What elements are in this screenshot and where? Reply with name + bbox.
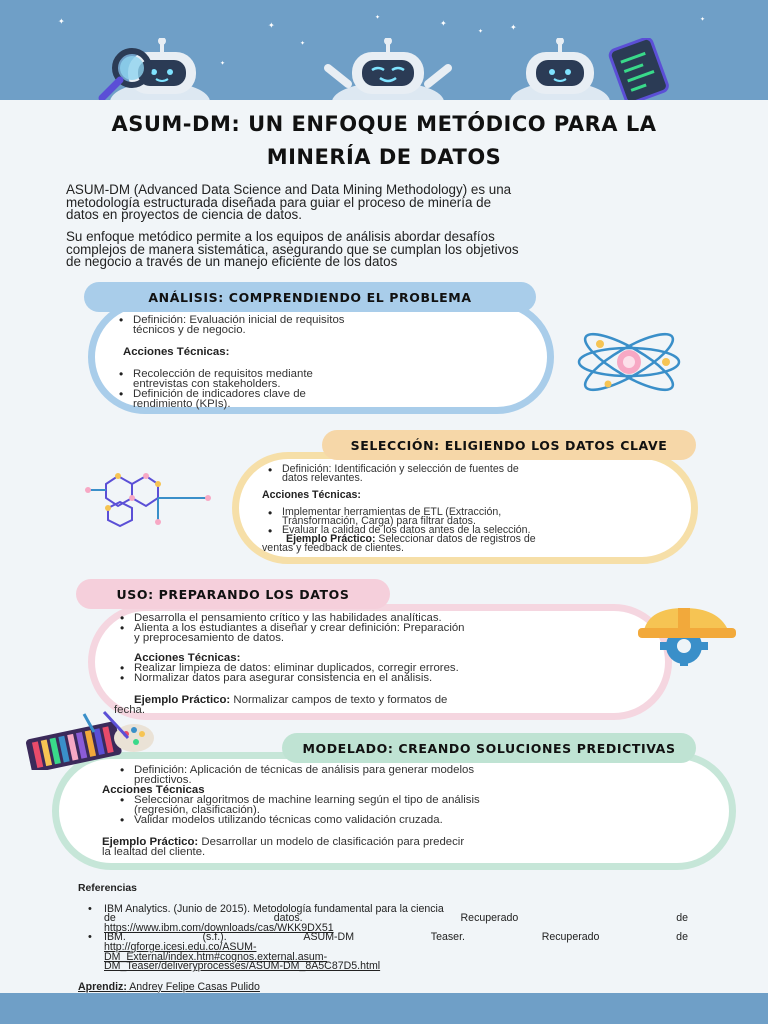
title-line: MINERÍA DE DATOS bbox=[266, 145, 502, 169]
list-item: • Definición: Evaluación inicial de requisitos técnicos y de negocio. bbox=[113, 315, 533, 335]
hardhat-gear-icon bbox=[632, 604, 738, 671]
intro-line: de negocio a través de un manejo eficiente de los datos bbox=[66, 254, 398, 270]
star-icon: ✦ bbox=[510, 23, 517, 32]
footer-band bbox=[0, 993, 768, 1024]
reference-link[interactable]: DM_Teaser/deliveryprocesses/ASUM-DM_8A5C87D5.html bbox=[104, 960, 381, 973]
intro-line: complejos de manera sistemática, asegurando que se cumplan los objetivos bbox=[66, 241, 519, 257]
molecule-icon bbox=[84, 470, 220, 537]
analisis-label: ANÁLISIS: COMPRENDIENDO EL PROBLEMA bbox=[84, 282, 536, 312]
star-icon: ✦ bbox=[58, 17, 65, 26]
title-line: ASUM-DM: UN ENFOQUE METÓDICO PARA LA bbox=[111, 112, 657, 136]
actions-heading: Acciones Técnicas: bbox=[134, 652, 241, 664]
reference-link[interactable]: http://gforge.icesi.edu.co/ASUM- bbox=[104, 940, 257, 953]
references bbox=[78, 884, 688, 992]
paint-palette-icon bbox=[24, 708, 156, 775]
actions-heading: Acciones Técnicas: bbox=[262, 489, 361, 501]
phone-icon bbox=[609, 38, 669, 100]
example-line: la lealtad del cliente. bbox=[102, 846, 206, 858]
robot-icon bbox=[308, 38, 468, 100]
modelado-label: MODELADO: CREANDO SOLUCIONES PREDICTIVAS bbox=[282, 733, 696, 763]
list-item: • Alienta a los estudiantes a diseñar y crear definición: Preparación y preprocesamiento de datos. bbox=[114, 623, 654, 643]
list-item: • Evaluar la calidad de los datos antes de la selección. bbox=[262, 526, 674, 535]
uso-content bbox=[114, 613, 654, 715]
list-item: • Recolección de requisitos mediante entrevistas con stakeholders. bbox=[113, 369, 533, 389]
reference-item: • IBM Analytics. (Junio de 2015). Metodología fundamental para la ciencia de datos. Recuperado de https://www.ibm.com/downloads/cas/WKK9DX51 bbox=[78, 905, 688, 934]
star-icon: ✦ bbox=[440, 19, 447, 28]
atom-icon bbox=[574, 330, 684, 399]
list-item: • Definición: Identificación y selección de fuentes de datos relevantes. bbox=[262, 465, 674, 483]
star-icon: ✦ bbox=[375, 15, 381, 21]
list-item: • Definición de indicadores clave de rendimiento (KPIs). bbox=[113, 389, 533, 409]
robot-icon bbox=[70, 38, 230, 100]
example-line: Ejemplo Práctico: Seleccionar datos de registros de bbox=[286, 533, 536, 545]
star-icon: ✦ bbox=[300, 41, 306, 47]
list-item: • Realizar limpieza de datos: eliminar duplicados, corregir errores. bbox=[114, 663, 654, 673]
intro-line: ASUM-DM (Advanced Data Science and Data Mining Methodology) es una bbox=[66, 182, 512, 197]
actions-heading: Acciones Técnicas: bbox=[123, 346, 230, 358]
list-item: • Normalizar datos para asegurar consistencia en el análisis. bbox=[114, 673, 654, 683]
intro-line: metodología estructurada diseñada para guiar el proceso de minería de bbox=[66, 194, 492, 210]
seleccion-content bbox=[262, 465, 674, 553]
analisis-content bbox=[113, 315, 533, 409]
intro-line: Su enfoque metódico permite a los equipos de análisis abordar desafíos bbox=[66, 229, 495, 244]
intro-paragraph bbox=[66, 231, 716, 269]
star-icon: ✦ bbox=[478, 29, 484, 35]
robot-icon bbox=[500, 38, 680, 100]
example-line: Ejemplo Práctico: Normalizar campos de texto y formatos de bbox=[134, 694, 448, 706]
page-title bbox=[40, 108, 728, 174]
reference-item: • IBM. (s.f.). ASUM-DM Teaser. Recuperado de http://gforge.icesi.edu.co/ASUM- DM_External/index.htm#cognos.external.asum- DM_Teaser/deliveryprocesses/ASUM-DM_8A5C87D5.html bbox=[78, 933, 688, 971]
author-credit: Aprendiz: Andrey Felipe Casas Pulido bbox=[78, 980, 260, 993]
intro-line: datos en proyectos de ciencia de datos. bbox=[66, 207, 302, 223]
example-line: ventas y feedback de clientes. bbox=[262, 542, 404, 554]
seleccion-label: SELECCIÓN: ELIGIENDO LOS DATOS CLAVE bbox=[322, 430, 696, 460]
list-item: • Definición: Aplicación de técnicas de análisis para generar modelos predictivos. bbox=[114, 765, 714, 785]
header-band bbox=[0, 0, 768, 100]
modelado-content bbox=[102, 764, 714, 858]
reference-link[interactable]: DM_External/index.htm#cognos.external.asum- bbox=[104, 950, 328, 963]
example-line: Ejemplo Práctico: Desarrollar un modelo de clasificación para predecir bbox=[102, 836, 465, 848]
list-item: • Validar modelos utilizando técnicas como validación cruzada. bbox=[114, 815, 714, 825]
star-icon: ✦ bbox=[220, 61, 226, 67]
actions-heading: Acciones Técnicas bbox=[102, 784, 205, 796]
references-title: Referencias bbox=[78, 883, 137, 894]
intro-paragraph bbox=[66, 184, 716, 222]
star-icon: ✦ bbox=[700, 17, 706, 23]
reference-link[interactable]: https://www.ibm.com/downloads/cas/WKK9DX51 bbox=[104, 921, 334, 934]
list-item: • Implementar herramientas de ETL (Extracción, Transformación, Carga) para filtrar datos. bbox=[262, 508, 674, 526]
list-item: • Desarrolla el pensamiento crítico y las habilidades analíticas. bbox=[114, 613, 654, 623]
uso-label: USO: PREPARANDO LOS DATOS bbox=[76, 579, 390, 609]
star-icon: ✦ bbox=[268, 21, 275, 30]
list-item: • Seleccionar algoritmos de machine learning según el tipo de análisis (regresión, clasificación). bbox=[114, 795, 714, 815]
example-line: fecha. bbox=[114, 704, 146, 716]
